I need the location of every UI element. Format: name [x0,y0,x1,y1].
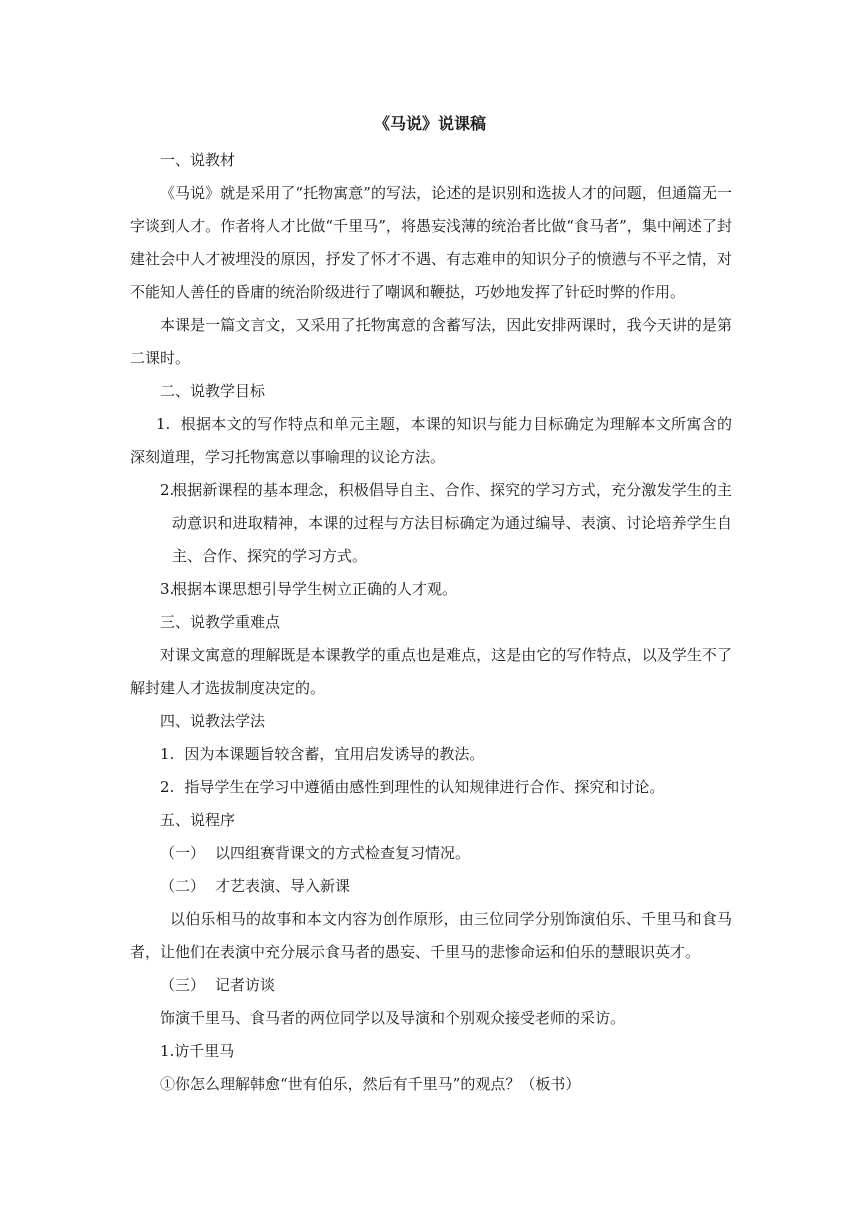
paragraph-key-points: 对课文寓意的理解既是本课教学的重点也是难点，这是由它的写作特点，以及学生不了解封建人才选拔制度决定的。 [130,646,732,697]
method-item-1-number: 1. [160,745,175,763]
objective-item-3-text: 根据本课思想引导学生树立正确的人才观。 [172,580,458,598]
procedure-step-2-text: 才艺表演、导入新课 [215,877,351,895]
objective-item-2 [130,474,732,573]
objective-item-1-number: 1. [156,415,171,433]
paragraph-textbook-intro: 《马说》就是采用了“托物寓意”的写法，论述的是识别和选拔人才的问题，但通篇无一字谈到人才。作者将人才比做“千里马”，将愚妄浅薄的统治者比做“食马者”，集中阐述了封建社会中人才被埋没的原因，抒发了怀才不遇、有志难申的知识分子的愤懑与不平之情，对不能知人善任的昏庸的统治阶级进行了嘲讽和鞭挞，巧妙地发挥了针砭时弊的作用。 [130,184,732,301]
objective-item-1 [130,408,732,474]
section-heading-textbook: 一、说教材 [160,151,236,169]
section-heading-objectives: 二、说教学目标 [160,382,266,400]
document-body [130,144,732,1101]
procedure-step-3-number: （三） [160,976,206,994]
section-heading-methods: 四、说教法学法 [160,712,266,730]
procedure-step-3 [130,969,732,1002]
section-heading-procedure: 五、说程序 [160,811,236,829]
objective-item-3 [130,573,732,606]
objective-item-2-text: 根据新课程的基本理念，积极倡导自主、合作、探究的学习方式，充分激发学生的主动意识和进取精神，本课的过程与方法目标确定为通过编导、表演、讨论培养学生自主、合作、探究的学习方式。 [172,481,732,565]
procedure-step-1-number: （一） [160,844,206,862]
paragraph-lesson-arrangement: 本课是一篇文言文，又采用了托物寓意的含蓄写法，因此安排两课时，我今天讲的是第二课时。 [130,316,732,367]
procedure-step-1-text: 以四组赛背课文的方式检查复习情况。 [215,844,471,862]
paragraph-performance: 以伯乐相马的故事和本文内容为创作原形，由三位同学分别饰演伯乐、千里马和食马者，让他们在表演中充分展示食马者的愚妄、千里马的悲惨命运和伯乐的慧眼识英才。 [130,910,732,961]
method-item-2-text: 指导学生在学习中遵循由感性到理性的认知规律进行合作、探究和讨论。 [184,778,665,796]
procedure-step-2 [130,870,732,903]
method-item-2 [130,771,732,804]
method-item-1-text: 因为本课题旨较含蓄，宜用启发诱导的教法。 [184,745,485,763]
method-item-2-number: 2. [160,778,175,796]
procedure-step-1 [130,837,732,870]
section-heading-key-points: 三、说教学重难点 [160,613,281,631]
method-item-1 [130,738,732,771]
interview-question-1: ①你怎么理解韩愈“世有伯乐，然后有千里马”的观点？（板书） [160,1075,581,1093]
interview-item-1: 1.访千里马 [160,1042,235,1060]
objective-item-2-number: 2. [160,481,175,499]
procedure-step-2-number: （二） [160,877,206,895]
paragraph-interview: 饰演千里马、食马者的两位同学以及导演和个别观众接受老师的采访。 [160,1009,626,1027]
objective-item-3-number: 3. [160,580,175,598]
procedure-step-3-text: 记者访谈 [215,976,276,994]
document-title: 《马说》说课稿 [373,114,486,133]
objective-item-1-text: 根据本文的写作特点和单元主题，本课的知识与能力目标确定为理解本文所寓含的深刻道理，学习托物寓意以事喻理的议论方法。 [130,415,732,466]
